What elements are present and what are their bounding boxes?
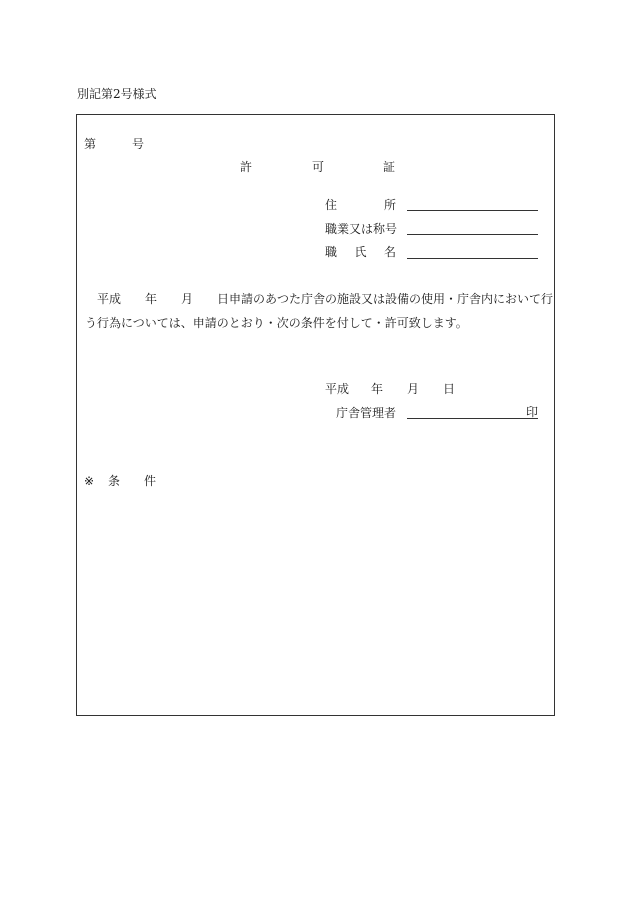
issue-date-day: 日: [443, 382, 456, 396]
seal-mark: 印: [526, 405, 539, 419]
conditions-mark: ※: [84, 474, 95, 488]
name-field-line[interactable]: [407, 258, 538, 259]
permit-form-frame: [76, 114, 555, 716]
form-number-label: 別記第2号様式: [77, 87, 157, 101]
name-label-char-2: 氏: [354, 245, 367, 259]
number-prefix: 第: [84, 137, 97, 151]
number-suffix: 号: [132, 137, 145, 151]
name-label-char-1: 職: [325, 245, 338, 259]
address-label-char-1: 住: [325, 198, 338, 212]
issue-date: [325, 383, 455, 395]
title-char-3: 証: [383, 160, 396, 174]
statement-year: 年: [145, 292, 158, 306]
title-char-1: 許: [240, 160, 253, 174]
issue-date-era: 平成: [325, 382, 350, 396]
title-char-2: 可: [312, 160, 325, 174]
statement-line-1: [97, 293, 553, 305]
address-label: [325, 199, 396, 211]
conditions-char-1: 条: [108, 474, 121, 488]
manager-label: 庁舎管理者: [336, 406, 397, 420]
conditions-char-2: 件: [144, 474, 157, 488]
statement-line-2: う行為については、申請のとおり・次の条件を付して・許可致します。: [85, 316, 468, 330]
issue-date-month: 月: [407, 382, 420, 396]
statement-month: 月: [181, 292, 194, 306]
name-label-char-3: 名: [383, 245, 396, 259]
statement-text-1: 日申請のあつた庁舎の施設又は設備の使用・庁舎内において行: [217, 292, 554, 306]
occupation-field-line[interactable]: [407, 234, 538, 235]
name-label: [325, 246, 396, 258]
address-field-line[interactable]: [407, 210, 538, 211]
statement-era: 平成: [97, 292, 122, 306]
issue-date-year: 年: [371, 382, 384, 396]
occupation-label: 職業又は称号: [325, 222, 398, 236]
manager-field-line[interactable]: [407, 418, 538, 419]
address-label-char-2: 所: [383, 198, 396, 212]
